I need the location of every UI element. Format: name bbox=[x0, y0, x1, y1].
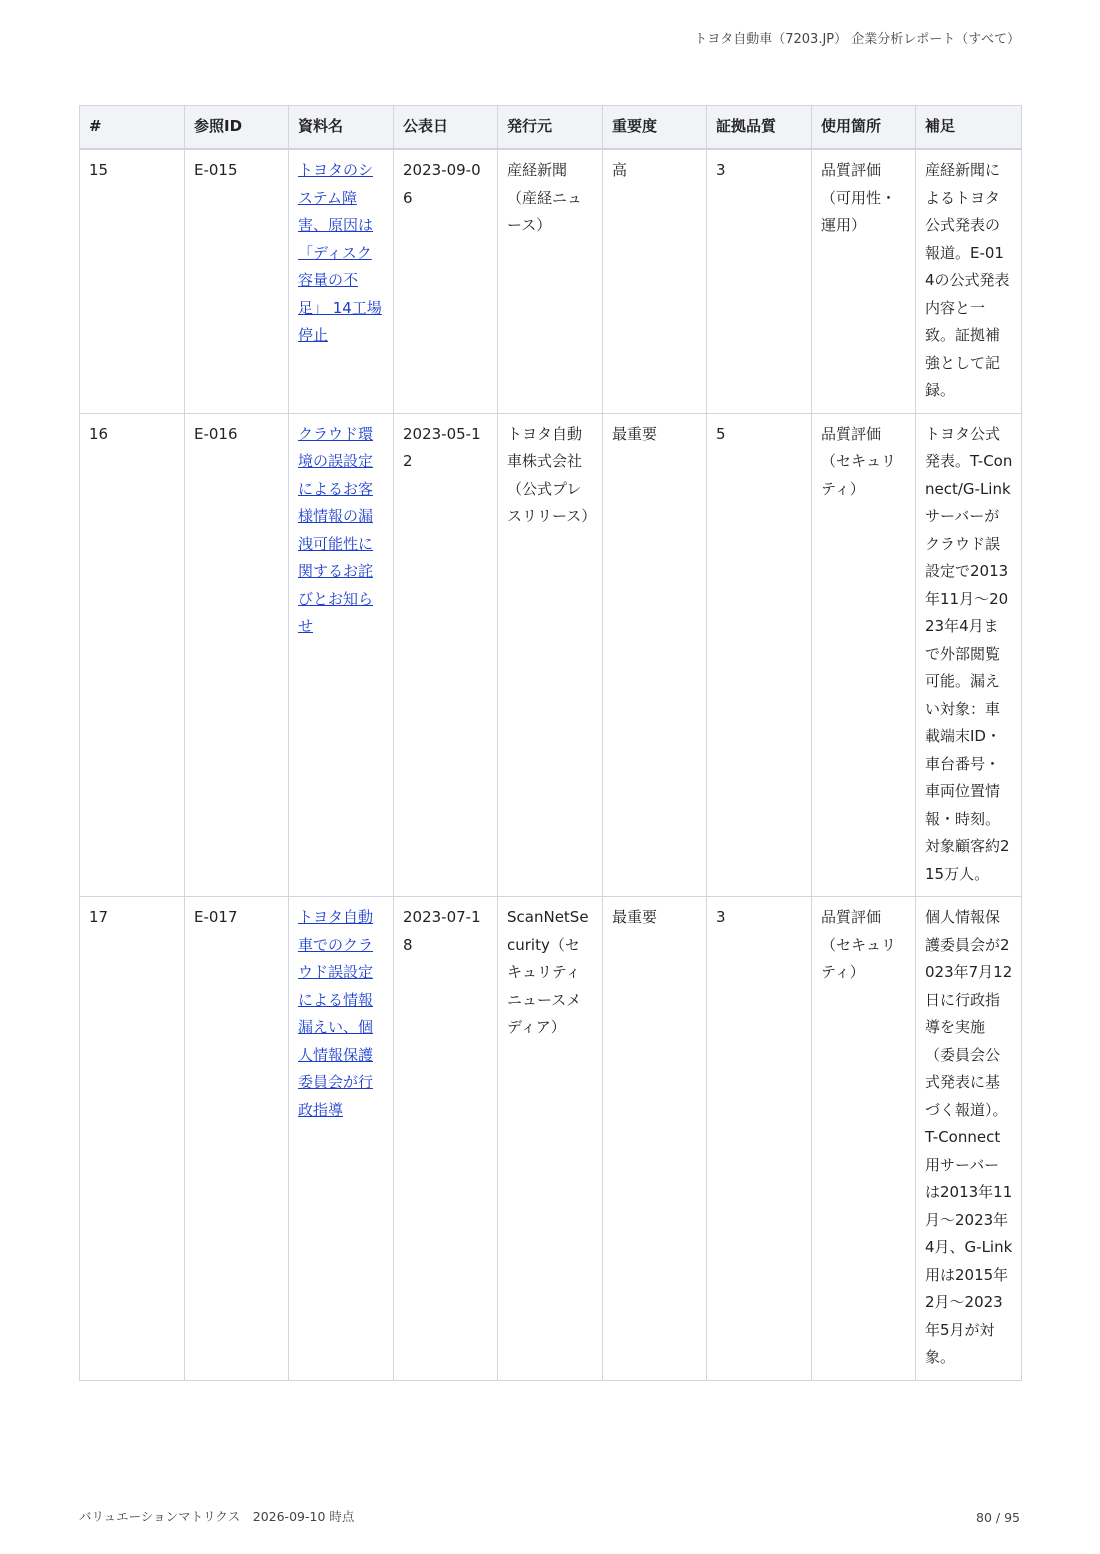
cell-importance: 高 bbox=[603, 149, 707, 413]
cell-number: 17 bbox=[80, 897, 185, 1381]
cell-number: 16 bbox=[80, 413, 185, 897]
column-header-title: 資料名 bbox=[289, 106, 394, 150]
cell-title bbox=[289, 897, 394, 1381]
column-header-number: # bbox=[80, 106, 185, 150]
cell-quality: 5 bbox=[707, 413, 812, 897]
cell-ref-id: E-017 bbox=[185, 897, 289, 1381]
cell-quality: 3 bbox=[707, 149, 812, 413]
evidence-table bbox=[79, 105, 1022, 1381]
document-title-link[interactable]: トヨタ自動車でのクラウド誤設定による情報漏えい、個人情報保護委員会が行政指導 bbox=[298, 908, 374, 1119]
table-header-row bbox=[80, 106, 1022, 150]
page-header-title: トヨタ自動車（7203.JP） 企業分析レポート（すべて） bbox=[694, 32, 1020, 47]
cell-number: 15 bbox=[80, 149, 185, 413]
cell-date: 2023-09-06 bbox=[394, 149, 498, 413]
column-header-date: 公表日 bbox=[394, 106, 498, 150]
cell-publisher: 産経新聞（産経ニュース） bbox=[498, 149, 603, 413]
footer-page-number: 80 / 95 bbox=[976, 1510, 1020, 1525]
cell-usage: 品質評価（セキュリティ） bbox=[812, 897, 916, 1381]
cell-date: 2023-05-12 bbox=[394, 413, 498, 897]
cell-usage: 品質評価（セキュリティ） bbox=[812, 413, 916, 897]
cell-date: 2023-07-18 bbox=[394, 897, 498, 1381]
cell-publisher: トヨタ自動車株式会社（公式プレスリリース） bbox=[498, 413, 603, 897]
cell-importance: 最重要 bbox=[603, 413, 707, 897]
column-header-ref-id: 参照ID bbox=[185, 106, 289, 150]
cell-note: トヨタ公式発表。T-Connect/G-Linkサーバーがクラウド誤設定で2013年11月〜2023年4月まで外部閲覧可能。漏えい対象：車載端末ID・車台番号・車両位置情報・時刻。対象顧客約215万人。 bbox=[916, 413, 1022, 897]
cell-ref-id: E-015 bbox=[185, 149, 289, 413]
document-title-link[interactable]: クラウド環境の誤設定によるお客様情報の漏洩可能性に関するお詫びとお知らせ bbox=[298, 424, 374, 635]
cell-usage: 品質評価（可用性・運用） bbox=[812, 149, 916, 413]
document-title-link[interactable]: トヨタのシステム障害、原因は「ディスク容量の不足」 14工場停止 bbox=[298, 161, 382, 344]
cell-title bbox=[289, 149, 394, 413]
table-row bbox=[80, 149, 1022, 413]
column-header-usage: 使用箇所 bbox=[812, 106, 916, 150]
column-header-quality: 証拠品質 bbox=[707, 106, 812, 150]
column-header-importance: 重要度 bbox=[603, 106, 707, 150]
column-header-note: 補足 bbox=[916, 106, 1022, 150]
cell-ref-id: E-016 bbox=[185, 413, 289, 897]
table-row bbox=[80, 897, 1022, 1381]
column-header-publisher: 発行元 bbox=[498, 106, 603, 150]
cell-note: 個人情報保護委員会が2023年7月12日に行政指導を実施（委員会公式発表に基づく報道）。T-Connect用サーバーは2013年11月〜2023年4月、G-Link用は2015年2月〜2023年5月が対象。 bbox=[916, 897, 1022, 1381]
cell-publisher: ScanNetSecurity（セキュリティニュースメディア） bbox=[498, 897, 603, 1381]
cell-quality: 3 bbox=[707, 897, 812, 1381]
cell-title bbox=[289, 413, 394, 897]
evidence-table-container bbox=[79, 105, 1021, 1381]
footer-source-label: バリュエーションマトリクス 2026-09-10 時点 bbox=[79, 1509, 355, 1524]
cell-note: 産経新聞によるトヨタ公式発表の報道。E-014の公式発表内容と一致。証拠補強として記録。 bbox=[916, 149, 1022, 413]
cell-importance: 最重要 bbox=[603, 897, 707, 1381]
table-row bbox=[80, 413, 1022, 897]
